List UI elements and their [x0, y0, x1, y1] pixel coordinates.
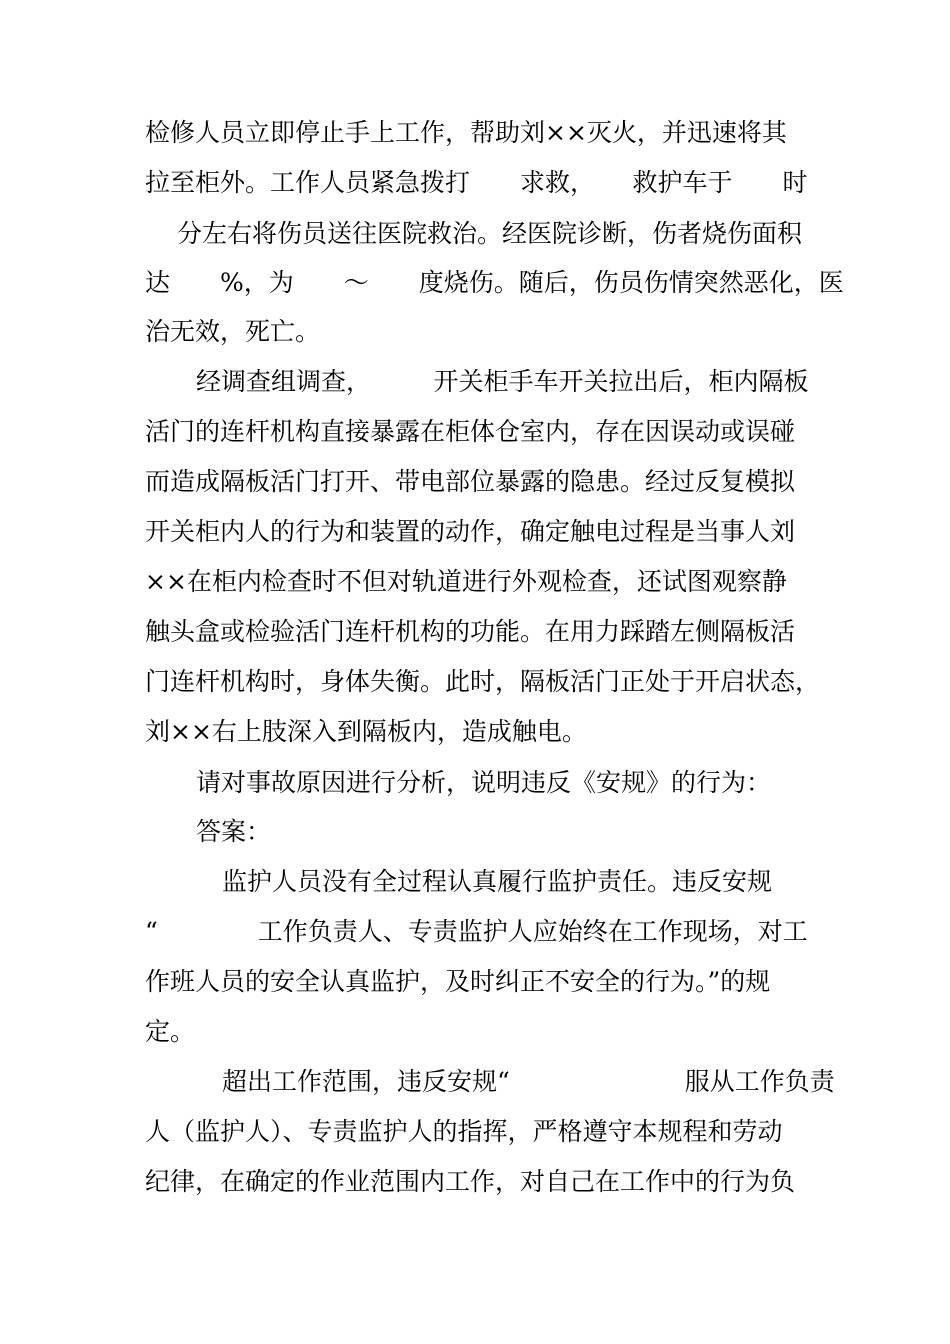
- text-line-22: 纪律，在确定的作业范围内工作，对自己在工作中的行为负: [145, 1167, 796, 1196]
- text-line-5: 治无效，死亡。: [145, 317, 321, 346]
- text-line-3: 分左右将伤员送往医院救治。经医院诊断，伤者烧伤面积: [177, 219, 803, 248]
- text-line-12: 门连杆机构时，身体失衡。此时，隔板活门正处于开启状态，: [145, 667, 821, 696]
- text-line-18: 作班人员的安全认真监护，及时纠正不安全的行为。”的规: [145, 967, 771, 996]
- text-line-2: 拉至柜外。工作人员紧急拨打 求救， 救护车于 时: [145, 168, 808, 197]
- text-line-13: 刘××右上肢深入到隔板内，造成触电。: [145, 717, 587, 746]
- text-line-4: 达 %，为 ～ 度烧伤。随后，伤员伤情突然恶化，医: [145, 268, 844, 297]
- text-line-11: 触头盒或检验活门连杆机构的功能。在用力踩踏左侧隔板活: [145, 617, 796, 646]
- text-line-19: 定。: [145, 1017, 196, 1046]
- text-line-20: 超出工作范围，违反安规“ 服从工作负责: [222, 1067, 835, 1096]
- text-line-10: ××在柜内检查时不但对轨道进行外观检查，还试图观察静: [145, 567, 787, 596]
- text-line-21: 人（监护人）、专责监护人的指挥，严格遵守本规程和劳动: [145, 1117, 783, 1146]
- text-line-9: 开关柜内人的行为和装置的动作，确定触电过程是当事人刘: [145, 517, 796, 546]
- text-line-17: “ 工作负责人、专责监护人应始终在工作现场，对工: [145, 917, 808, 946]
- text-line-7: 活门的连杆机构直接暴露在柜体仓室内，存在因误动或误碰: [145, 417, 796, 446]
- question-line: 请对事故原因进行分析，说明违反《安规》的行为：: [196, 768, 772, 797]
- text-line-16: 监护人员没有全过程认真履行监护责任。违反安规: [222, 867, 773, 896]
- text-line-1: 检修人员立即停止手上工作，帮助刘××灭火，并迅速将其: [145, 118, 787, 147]
- text-line-8: 而造成隔板活门打开、带电部位暴露的隐患。经过反复模拟: [145, 467, 796, 496]
- answer-label: 答案：: [196, 817, 272, 846]
- text-line-6: 经调查组调查， 开关柜手车开关拉出后，柜内隔板: [196, 367, 809, 396]
